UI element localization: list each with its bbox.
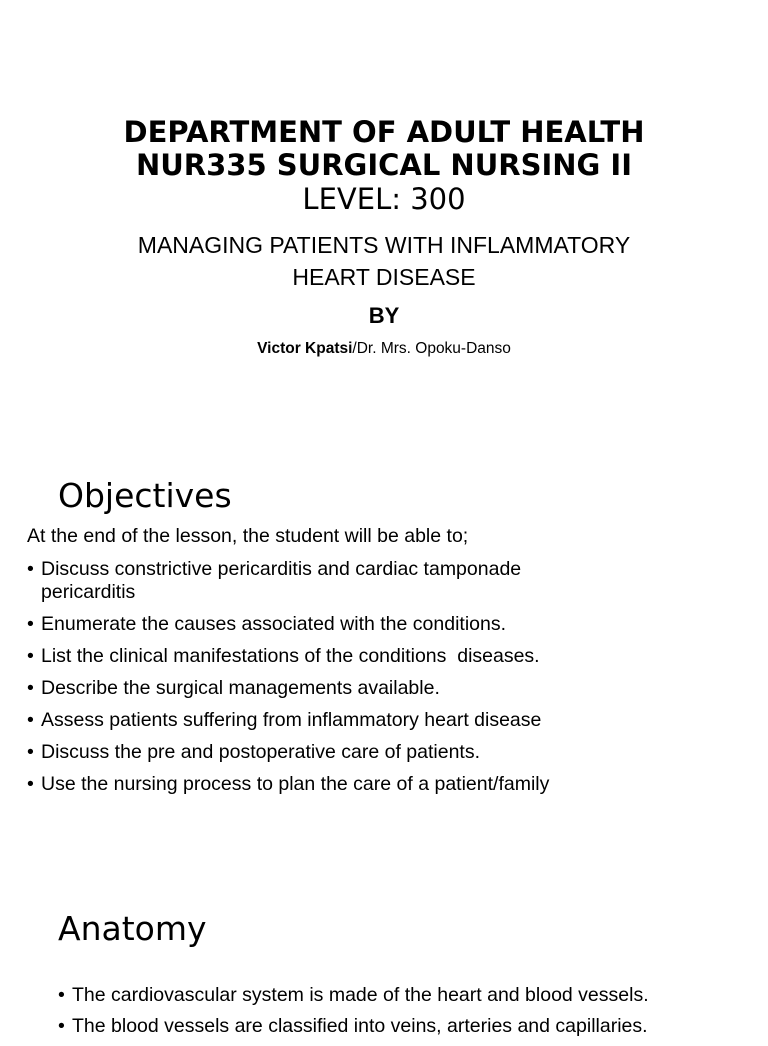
bullet-icon: • [58,984,65,1006]
topic-line-1: MANAGING PATIENTS WITH INFLAMMATORY [137,232,631,258]
list-item-text: Describe the surgical managements available. [41,677,440,699]
list-item-text: The cardiovascular system is made of the heart and blood vessels. [72,984,649,1006]
author-secondary: /Dr. Mrs. Opoku-Danso [352,340,511,357]
list-item [27,558,571,604]
list-item [27,741,747,764]
list-item-text: Discuss constrictive pericarditis and cardiac tamponade pericarditis [41,558,522,603]
list-item [27,613,747,636]
title-group [0,116,768,216]
topic-group [0,229,768,293]
anatomy-heading: Anatomy [58,909,207,948]
bullet-icon: • [27,741,34,763]
bullet-icon: • [27,677,34,699]
list-item [27,773,747,796]
list-item [58,1015,758,1038]
course-level: LEVEL: 300 [302,182,466,216]
bullet-icon: • [27,613,34,635]
department-title: DEPARTMENT OF ADULT HEALTH [123,115,645,149]
bullet-icon: • [58,1015,65,1037]
objectives-intro: At the end of the lesson, the student will be able to; [27,525,469,547]
bullet-icon: • [27,773,34,795]
topic-line-2: HEART DISEASE [292,264,476,290]
list-item-text: Assess patients suffering from inflammatory heart disease [41,709,542,731]
bullet-icon: • [27,709,34,731]
list-item [58,984,758,1007]
bullet-icon: • [27,558,34,580]
list-item-text: Discuss the pre and postoperative care of patients. [41,741,480,763]
list-item-text: Enumerate the causes associated with the conditions. [41,613,507,635]
author-primary: Victor Kpatsi [257,340,353,357]
list-item-text: List the clinical manifestations of the conditions diseases. [41,645,540,667]
anatomy-list [58,984,758,1046]
list-item [27,645,747,668]
bullet-icon: • [27,645,34,667]
list-item [27,709,747,732]
objectives-slide [0,440,768,860]
title-slide [0,0,768,440]
list-item-text: Use the nursing process to plan the care of a patient/family [41,773,550,795]
list-item-text: The blood vessels are classified into veins, arteries and capillaries. [72,1015,648,1037]
course-title: NUR335 SURGICAL NURSING II [135,148,633,182]
by-label: BY [368,303,400,328]
authors [0,339,768,359]
objectives-list [27,558,747,805]
list-item [27,677,747,700]
objectives-heading: Objectives [58,476,232,515]
anatomy-slide [0,860,768,1037]
